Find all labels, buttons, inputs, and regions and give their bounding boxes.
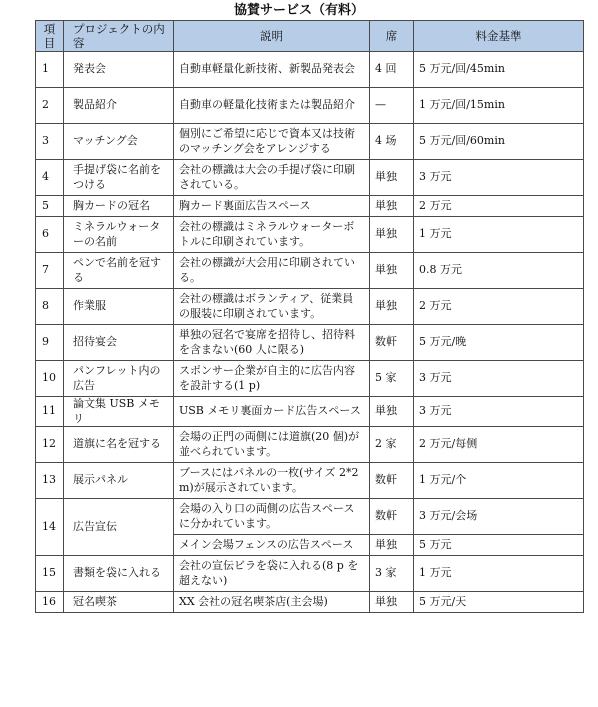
row-project: 広告宣伝 xyxy=(64,499,174,556)
row-desc: 会社の標識はボランティア、従業員の服装に印刷されています。 xyxy=(174,289,370,325)
table-row xyxy=(36,124,584,160)
header-num: 項目 xyxy=(36,21,64,52)
row-desc: 個別にご希望に応じで資本又は技術のマッチング会をアレンジする xyxy=(174,124,370,160)
table-row xyxy=(36,397,584,427)
row-project: 展示パネル xyxy=(64,463,174,499)
row-seat: 単独 xyxy=(370,289,414,325)
row-price: 2 万元/每侧 xyxy=(414,427,584,463)
row-seat: — xyxy=(370,88,414,124)
row-price: 3 万元 xyxy=(414,397,584,427)
row-desc: ブースにはパネルの一枚(サイズ 2*2 m)が展示されています。 xyxy=(174,463,370,499)
row-price: 1 万元/个 xyxy=(414,463,584,499)
table-row xyxy=(36,499,584,535)
row-seat: 単独 xyxy=(370,160,414,196)
row-num: 6 xyxy=(36,217,64,253)
row-price: 1 万元 xyxy=(414,556,584,592)
row-price: 2 万元 xyxy=(414,289,584,325)
row-num: 8 xyxy=(36,289,64,325)
row-project: 論文集 USB メモリ xyxy=(64,397,174,427)
header-row xyxy=(36,21,584,52)
table-row xyxy=(36,52,584,88)
row-price: 2 万元 xyxy=(414,196,584,217)
table-row xyxy=(36,289,584,325)
row-price: 5 万元/晚 xyxy=(414,325,584,361)
row-project: 書類を袋に入れる xyxy=(64,556,174,592)
header-desc: 説明 xyxy=(174,21,370,52)
row-num: 14 xyxy=(36,499,64,556)
row-seat: 単独 xyxy=(370,397,414,427)
row-desc: メイン会場フェンスの広告スペース xyxy=(174,535,370,556)
row-project: 冠名喫茶 xyxy=(64,592,174,613)
row-seat: 数軒 xyxy=(370,463,414,499)
row-price: 5 万元/天 xyxy=(414,592,584,613)
row-desc: 自動車の軽量化技術または製品紹介 xyxy=(174,88,370,124)
row-num: 10 xyxy=(36,361,64,397)
table-row xyxy=(36,427,584,463)
table-row xyxy=(36,325,584,361)
row-price: 5 万元 xyxy=(414,535,584,556)
row-seat: 2 家 xyxy=(370,427,414,463)
table-row xyxy=(36,361,584,397)
row-desc: 単独の冠名で宴席を招待し、招待料を含まない(60 人に限る) xyxy=(174,325,370,361)
row-project: パンフレット内の広告 xyxy=(64,361,174,397)
row-num: 7 xyxy=(36,253,64,289)
row-desc: 会場の入り口の両側の広告スペースに分かれています。 xyxy=(174,499,370,535)
row-seat: 数軒 xyxy=(370,499,414,535)
row-seat: 単独 xyxy=(370,592,414,613)
table-row xyxy=(36,556,584,592)
row-desc: スポンサー企業が自主的に広告内容を設計する(1 p) xyxy=(174,361,370,397)
row-price: 3 万元 xyxy=(414,160,584,196)
row-seat: 5 家 xyxy=(370,361,414,397)
table-row xyxy=(36,253,584,289)
row-seat: 単独 xyxy=(370,535,414,556)
table-row xyxy=(36,88,584,124)
row-num: 11 xyxy=(36,397,64,427)
row-project: 作業服 xyxy=(64,289,174,325)
row-num: 12 xyxy=(36,427,64,463)
table-row xyxy=(36,196,584,217)
row-num: 15 xyxy=(36,556,64,592)
row-num: 1 xyxy=(36,52,64,88)
page-title: 協賛サービス（有料） xyxy=(233,3,364,18)
row-num: 5 xyxy=(36,196,64,217)
row-seat: 4 场 xyxy=(370,124,414,160)
table-row xyxy=(36,592,584,613)
row-project: ミネラルウォーターの名前 xyxy=(64,217,174,253)
row-project: 手提げ袋に名前をつける xyxy=(64,160,174,196)
row-seat: 4 回 xyxy=(370,52,414,88)
row-desc: 自動車軽量化新技術、新製品発表会 xyxy=(174,52,370,88)
table-row xyxy=(36,160,584,196)
row-desc: 会社の標識が大会用に印刷されている。 xyxy=(174,253,370,289)
row-desc: XX 会社の冠名喫茶店(主会場) xyxy=(174,592,370,613)
row-desc: 会場の正門の両側には道旗(20 個)が並べられています。 xyxy=(174,427,370,463)
row-project: 発表会 xyxy=(64,52,174,88)
row-price: 3 万元/会场 xyxy=(414,499,584,535)
row-price: 5 万元/回/60min xyxy=(414,124,584,160)
header-seat: 席 xyxy=(370,21,414,52)
table-row xyxy=(36,463,584,499)
row-num: 2 xyxy=(36,88,64,124)
row-seat: 3 家 xyxy=(370,556,414,592)
row-desc: 会社の宣伝ビラを袋に入れる(8 p を超えない) xyxy=(174,556,370,592)
row-project: 招待宴会 xyxy=(64,325,174,361)
row-num: 13 xyxy=(36,463,64,499)
row-project: 道旗に名を冠する xyxy=(64,427,174,463)
row-desc: 会社の標識はミネラルウォーターボトルに印刷されています。 xyxy=(174,217,370,253)
row-seat: 単独 xyxy=(370,196,414,217)
row-price: 0.8 万元 xyxy=(414,253,584,289)
row-price: 1 万元/回/15min xyxy=(414,88,584,124)
row-desc: USB メモリ裏面カード広告スペース xyxy=(174,397,370,427)
row-num: 3 xyxy=(36,124,64,160)
row-num: 9 xyxy=(36,325,64,361)
row-num: 16 xyxy=(36,592,64,613)
row-price: 1 万元 xyxy=(414,217,584,253)
header-project: プロジェクトの内容 xyxy=(64,21,174,52)
row-project: ペンで名前を冠する xyxy=(64,253,174,289)
row-seat: 数軒 xyxy=(370,325,414,361)
table-row xyxy=(36,217,584,253)
row-project: 胸カードの冠名 xyxy=(64,196,174,217)
sponsorship-table xyxy=(35,20,584,613)
row-desc: 胸カード裏面広告スペース xyxy=(174,196,370,217)
row-project: 製品紹介 xyxy=(64,88,174,124)
header-price: 料金基準 xyxy=(414,21,584,52)
row-price: 3 万元 xyxy=(414,361,584,397)
row-desc: 会社の標識は大会の手提げ袋に印刷されている。 xyxy=(174,160,370,196)
row-project: マッチング会 xyxy=(64,124,174,160)
row-seat: 単独 xyxy=(370,253,414,289)
row-seat: 単独 xyxy=(370,217,414,253)
row-num: 4 xyxy=(36,160,64,196)
row-price: 5 万元/回/45min xyxy=(414,52,584,88)
